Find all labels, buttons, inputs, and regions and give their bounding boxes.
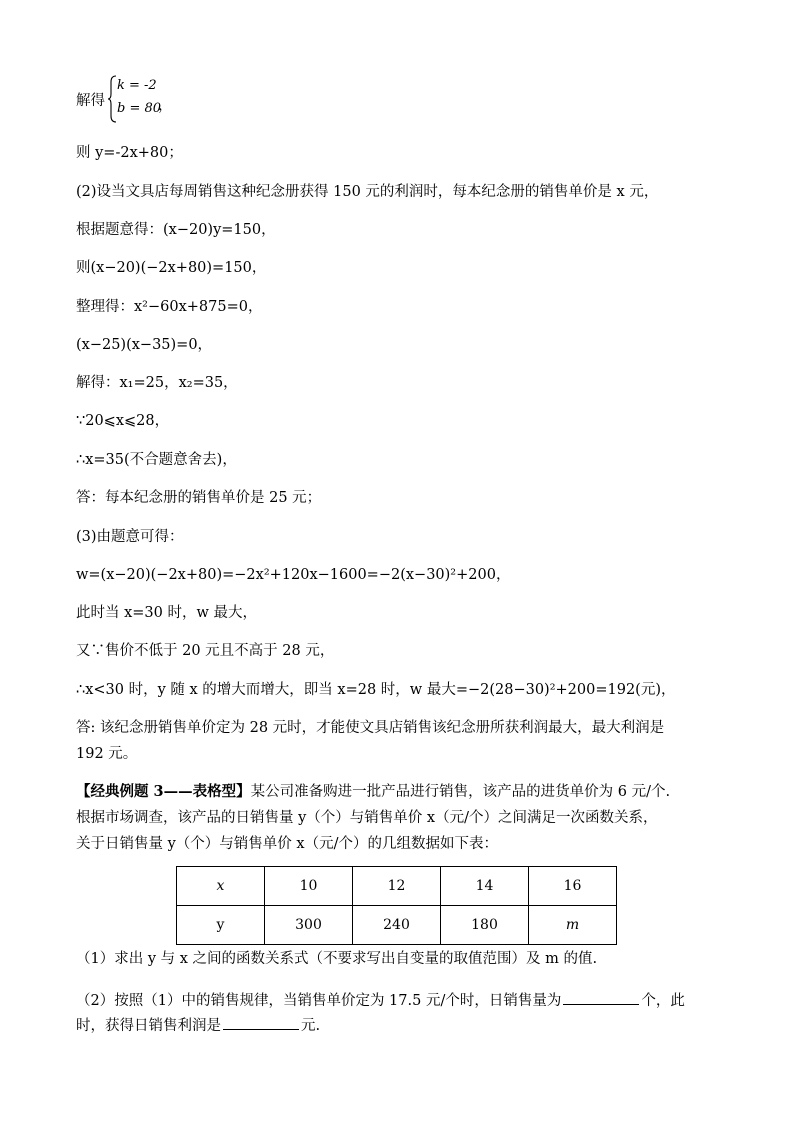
- part2-line6: ∵20⩽x⩽28，: [76, 413, 170, 429]
- table-cell: m: [529, 906, 617, 945]
- example3-line2: 根据市场调查，该产品的日销售量 y（个）与销售单价 x（元/个）之间满足一次函数关系，: [76, 810, 658, 826]
- data-table: [176, 866, 617, 945]
- table-cell: 12: [353, 867, 441, 906]
- table-cell: 180: [441, 906, 529, 945]
- part2-line1: 根据题意得：(x−20)y=150，: [76, 222, 276, 238]
- equation-b: b = 80: [117, 101, 162, 116]
- then-line: 则 y=-2x+80；: [76, 145, 183, 161]
- part3-intro: (3)由题意可得：: [76, 529, 184, 545]
- part2-line7: ∴x=35(不合题意舍去)，: [76, 452, 237, 468]
- table-cell: 240: [353, 906, 441, 945]
- table-cell: 16: [529, 867, 617, 906]
- part2-answer: 答：每本纪念册的销售单价是 25 元；: [76, 490, 322, 506]
- question-2-unit: 个，此: [641, 993, 685, 1009]
- example3-intro: 某公司准备购进一批产品进行销售，该产品的进货单价为 6 元/个.: [250, 784, 671, 800]
- table-row: [177, 867, 617, 906]
- answer-blank-profit[interactable]: [223, 1013, 299, 1030]
- left-brace-icon: [107, 75, 117, 123]
- part3-answer-line1: 答: 该纪念册销售单价定为 28 元时，才能使文具店销售该纪念册所获利润最大，最大利润是: [76, 720, 665, 736]
- question-1: （1）求出 y 与 x 之间的函数关系式（不要求写出自变量的取值范围）及 m 的值.: [76, 951, 598, 967]
- table-cell: 300: [265, 906, 353, 945]
- answer-blank-sales[interactable]: [563, 988, 639, 1005]
- part3-line5: ∴x<30 时，y 随 x 的增大而增大，即当 x=28 时，w 最大=−2(28−30)²+200=192(元)，: [76, 682, 676, 698]
- part3-answer-line2: 192 元。: [76, 746, 138, 762]
- example3-heading: 【经典例题 3——表格型】: [76, 783, 251, 800]
- table-cell: 10: [265, 867, 353, 906]
- part2-line2: 则(x−20)(−2x+80)=150，: [76, 260, 267, 276]
- question-2-line1: [76, 988, 685, 1011]
- table-row: [177, 906, 617, 945]
- equation-k: k = -2: [117, 78, 157, 93]
- example3-line1: [76, 782, 670, 802]
- part2-line5: 解得：x₁=25，x₂=35，: [76, 375, 238, 391]
- question-2-text2: 时，获得日销售利润是: [76, 1018, 221, 1034]
- part3-line3: 此时当 x=30 时，w 最大，: [76, 605, 258, 621]
- table-cell: x: [177, 867, 265, 906]
- part3-line2: w=(x−20)(−2x+80)=−2x²+120x−1600=−2(x−30)²+200，: [76, 567, 511, 583]
- table-cell: y: [177, 906, 265, 945]
- system-comma: ，: [158, 98, 173, 114]
- question-2-text: （2）按照（1）中的销售规律，当销售单价定为 17.5 元/个时，日销售量为: [76, 993, 562, 1009]
- part2-line3: 整理得：x²−60x+875=0，: [76, 299, 263, 315]
- question-2-line2: [76, 1013, 320, 1036]
- part2-intro: (2)设当文具店每周销售这种纪念册获得 150 元的利润时，每本纪念册的销售单价是 x 元，: [76, 184, 659, 200]
- part2-line4: (x−25)(x−35)=0，: [76, 337, 213, 353]
- part3-line4: 又∵售价不低于 20 元且不高于 28 元，: [76, 643, 335, 659]
- table-cell: 14: [441, 867, 529, 906]
- solve-label: 解得: [76, 93, 105, 109]
- example3-line3: 关于日销售量 y（个）与销售单价 x（元/个）的几组数据如下表：: [76, 836, 498, 852]
- question-2-unit2: 元.: [301, 1018, 321, 1034]
